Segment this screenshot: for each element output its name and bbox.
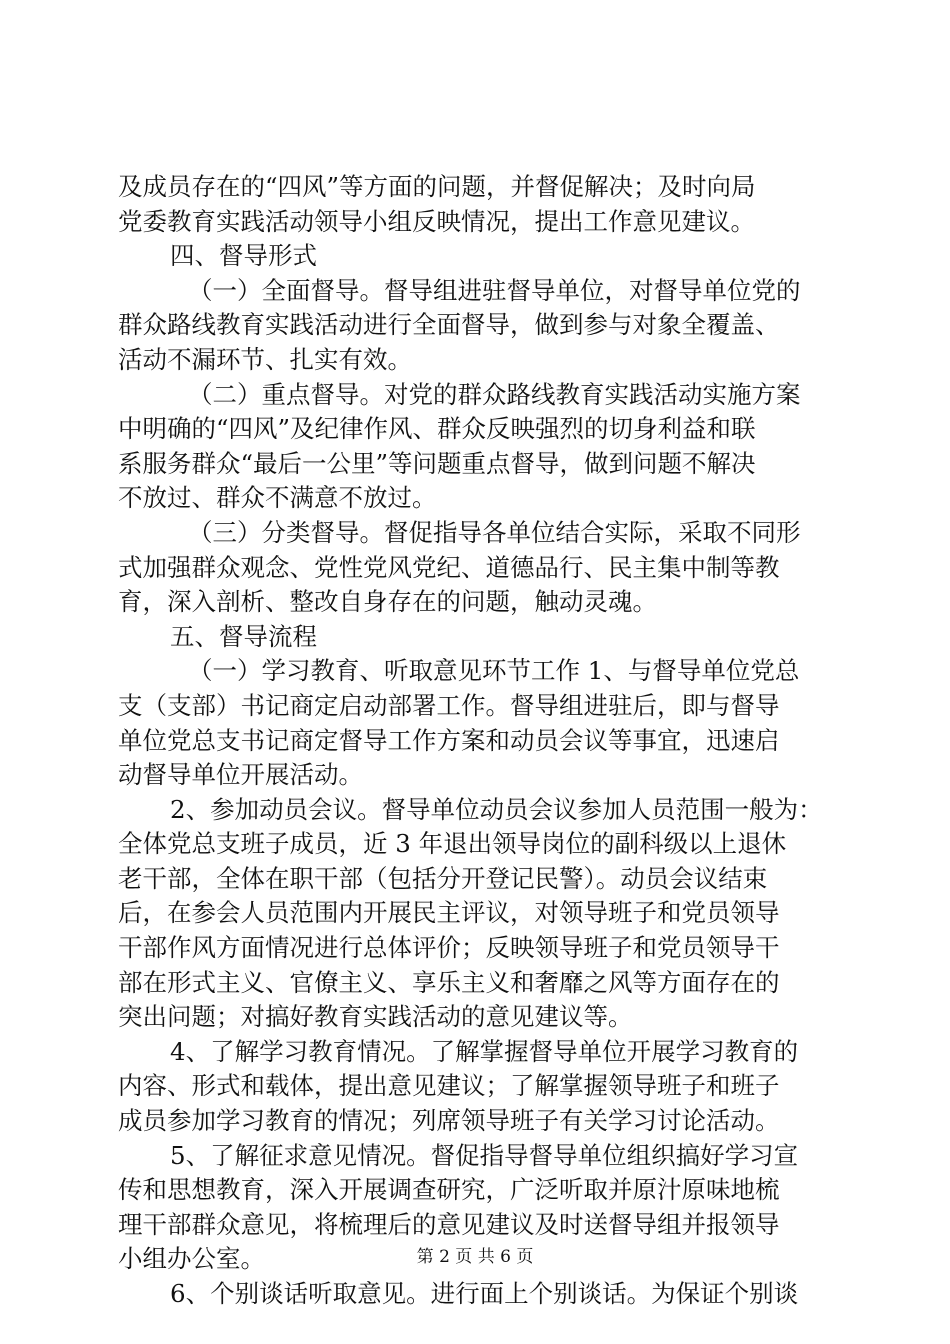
text-line: （二）重点督导。对党的群众路线教育实践活动实施方案 bbox=[188, 379, 801, 409]
text-line: 2、参加动员会议。督导单位动员会议参加人员范围一般为： bbox=[170, 794, 823, 824]
text-line: 老干部，全体在职干部（包括分开登记民警）。动员会议结束 bbox=[118, 863, 768, 893]
text-line: （一）全面督导。督导组进驻督导单位，对督导单位党的 bbox=[188, 275, 801, 305]
text-line: 活动不漏环节、扎实有效。 bbox=[118, 344, 412, 374]
text-line: 四、督导形式 bbox=[170, 241, 317, 271]
text-line: 部在形式主义、官僚主义、享乐主义和奢靡之风等方面存在的 bbox=[118, 967, 780, 997]
text-line: 及成员存在的“四风”等方面的问题，并督促解决；及时向局 bbox=[118, 172, 756, 201]
text-line: 小组办公室。 bbox=[118, 1244, 265, 1274]
document-body bbox=[118, 170, 838, 1312]
text-line: 支（支部）书记商定启动部署工作。督导组进驻后，即与督导 bbox=[118, 690, 780, 720]
text-line: 4、了解学习教育情况。了解掌握督导单位开展学习教育的 bbox=[170, 1036, 799, 1066]
text-line: （三）分类督导。督促指导各单位结合实际，采取不同形 bbox=[188, 517, 801, 547]
text-line: 五、督导流程 bbox=[170, 621, 317, 651]
text-line: （一）学习教育、听取意见环节工作 1、与督导单位党总 bbox=[188, 656, 800, 686]
text-line: 单位党总支书记商定督导工作方案和动员会议等事宜，迅速启 bbox=[118, 725, 780, 755]
text-line: 6、个别谈话听取意见。进行面上个别谈话。为保证个别谈 bbox=[170, 1279, 799, 1308]
text-line: 传和思想教育，深入开展调查研究，广泛听取并原汁原味地梳 bbox=[118, 1175, 780, 1205]
text-line: 内容、形式和载体，提出意见建议；了解掌握领导班子和班子 bbox=[118, 1071, 780, 1101]
text-line: 系服务群众“最后一公里”等问题重点督导，做到问题不解决 bbox=[118, 448, 756, 478]
text-line: 育，深入剖析、整改自身存在的问题，触动灵魂。 bbox=[118, 587, 657, 617]
text-line: 干部作风方面情况进行总体评价；反映领导班子和党员领导干 bbox=[118, 933, 780, 963]
text-line: 党委教育实践活动领导小组反映情况，提出工作意见建议。 bbox=[118, 206, 755, 236]
text-line: 后，在参会人员范围内开展民主评议，对领导班子和党员领导 bbox=[118, 898, 780, 928]
text-line: 5、了解征求意见情况。督促指导督导单位组织搞好学习宣 bbox=[170, 1140, 799, 1170]
text-line: 全体党总支班子成员，近 3 年退出领导岗位的副科级以上退休 bbox=[118, 829, 787, 859]
text-line: 式加强群众观念、党性党风党纪、道德品行、民主集中制等教 bbox=[118, 552, 780, 582]
text-line: 群众路线教育实践活动进行全面督导，做到参与对象全覆盖、 bbox=[118, 310, 780, 340]
page-footer: 第 2 页 共 6 页 bbox=[416, 1247, 534, 1267]
text-line: 中明确的“四风”及纪律作风、群众反映强烈的切身利益和联 bbox=[118, 414, 756, 444]
text-line: 不放过、群众不满意不放过。 bbox=[118, 483, 437, 513]
text-line: 突出问题；对搞好教育实践活动的意见建议等。 bbox=[118, 1002, 633, 1032]
text-line: 动督导单位开展活动。 bbox=[118, 760, 363, 790]
text-line: 成员参加学习教育的情况；列席领导班子有关学习讨论活动。 bbox=[118, 1106, 780, 1136]
text-line: 理干部群众意见，将梳理后的意见建议及时送督导组并报领导 bbox=[118, 1209, 780, 1239]
